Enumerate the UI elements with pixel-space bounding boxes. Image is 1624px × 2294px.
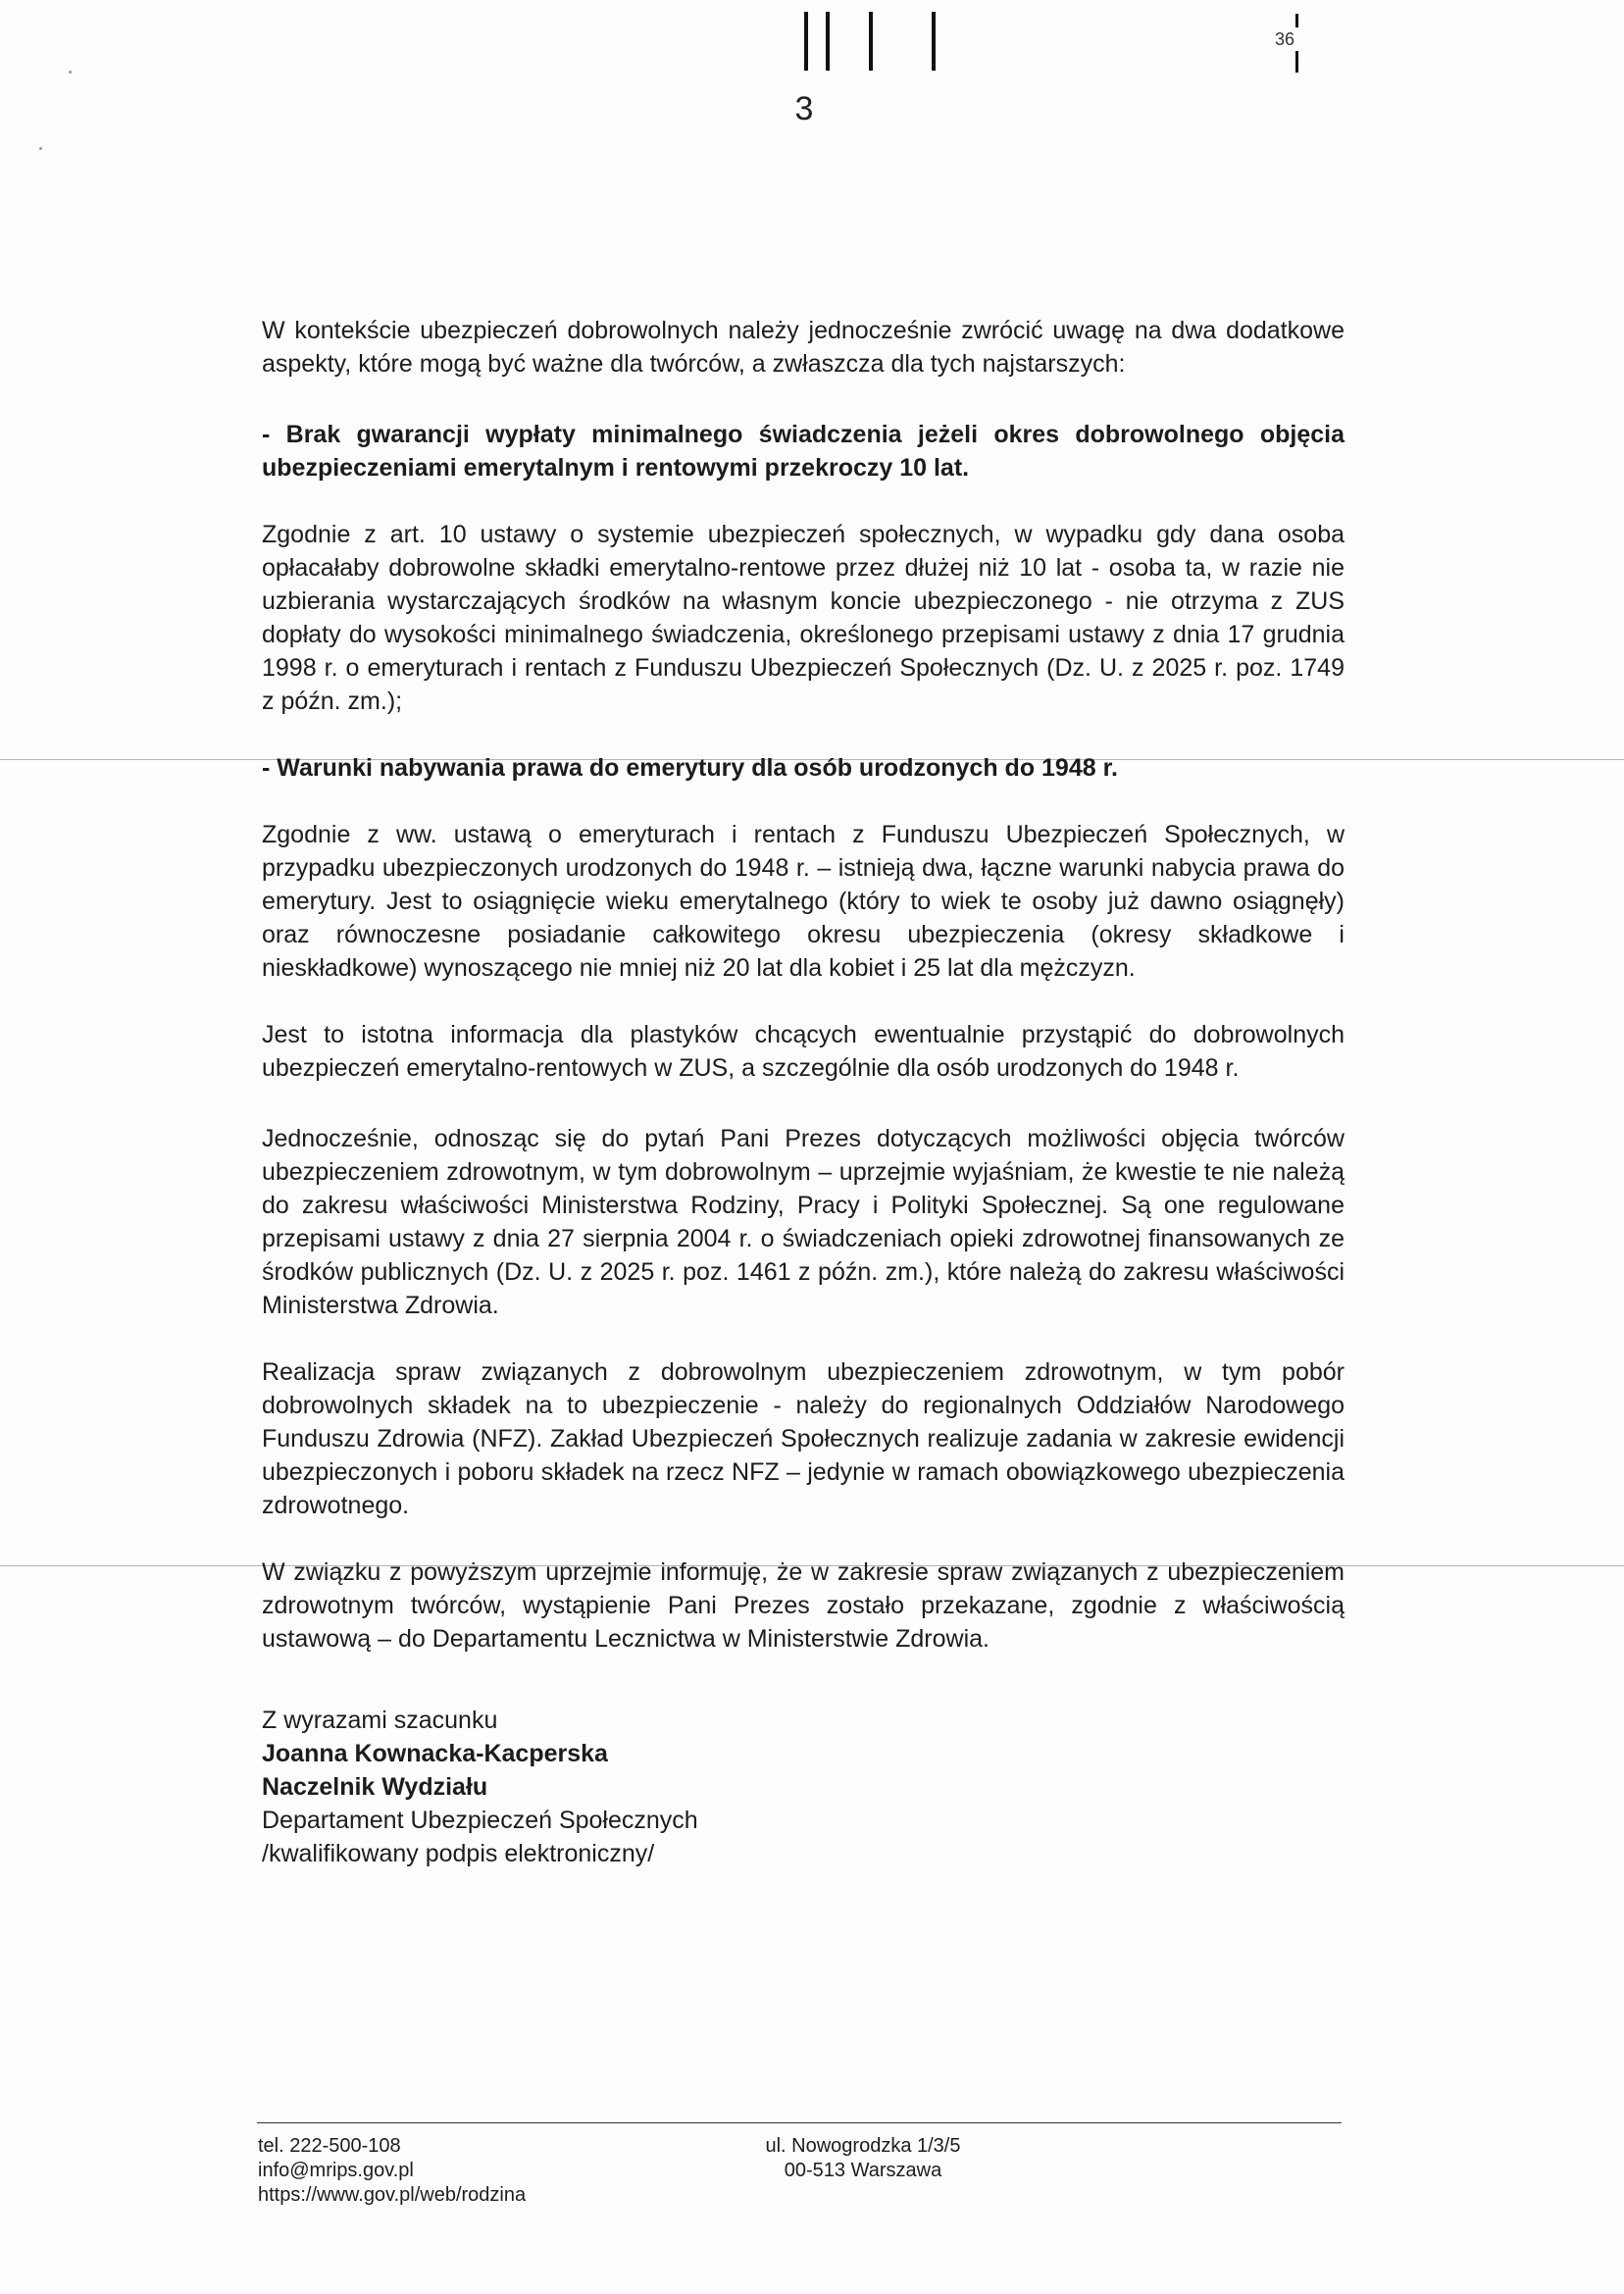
paragraph-retirement-conditions: Zgodnie z ww. ustawą o emeryturach i rentach z Funduszu Ubezpieczeń Społecznych, w przypadku ubezpieczonych urodzonych do 1948 r. – istnieją dwa, łączne warunki nabycia prawa do emerytury. Jest to osiągnięcie wieku emerytalnego (który to wiek te osoby już dawno osiągnęły) oraz równoczesne posiadanie całkowitego okresu ubezpieczenia (okresy składkowe i nieskładkowe) wynoszącego nie mniej niż 20 lat dla kobiet i 25 lat dla mężczyzn. bbox=[262, 821, 1345, 982]
closing-line: Z wyrazami szacunku bbox=[262, 1707, 498, 1734]
signatory-title: Naczelnik Wydziału bbox=[262, 1773, 488, 1801]
page-number: 3 bbox=[794, 90, 814, 127]
paragraph-artists-info: Jest to istotna informacja dla plastyków chcących ewentualnie przystąpić do dobrowolnych ubezpieczeń emerytalno-rentowych w ZUS, a szczególnie dla osób urodzonych do 1948 r. bbox=[262, 1021, 1345, 1082]
footer-website[interactable]: https://www.gov.pl/web/rodzina bbox=[258, 2184, 527, 2206]
signatory-department: Departament Ubezpieczeń Społecznych bbox=[262, 1807, 698, 1834]
electronic-signature-note: /kwalifikowany podpis elektroniczny/ bbox=[262, 1840, 655, 1867]
paragraph-transfer: W związku z powyższym uprzejmie informuję, że w zakresie spraw związanych z ubezpieczeniem zdrowotnym twórców, wystąpienie Pani Prezes zostało przekazane, zgodnie z właściwością ustawową – do Departamentu Lecznictwa w Ministerstwie Zdrowia. bbox=[262, 1558, 1345, 1653]
section-heading-minimum-benefit: - Brak gwarancji wypłaty minimalnego świadczenia jeżeli okres dobrowolnego objęcia ubezpieczeniami emerytalnym i rentowymi przekroczy 10 lat. bbox=[262, 421, 1345, 482]
paragraph-intro: W kontekście ubezpieczeń dobrowolnych należy jednocześnie zwrócić uwagę na dwa dodatkowe aspekty, które mogą być ważne dla twórców, a zwłaszcza dla tych najstarszych: bbox=[262, 317, 1345, 378]
registration-bars bbox=[804, 12, 941, 71]
signature-block bbox=[262, 1704, 698, 1870]
paragraph-nfz: Realizacja spraw związanych z dobrowolnym ubezpieczeniem zdrowotnym, w tym pobór dobrowolnych składek na to ubezpieczenie - należy do regionalnych Oddziałów Narodowego Funduszu Zdrowia (NFZ). Zakład Ubezpieczeń Społecznych realizuje zadania w zakresie ewidencji ubezpieczonych i poboru składek na rzecz NFZ – jedynie w ramach obowiązkowego ubezpieczenia zdrowotnego. bbox=[262, 1358, 1345, 1519]
sheet-tick-top bbox=[1295, 14, 1298, 27]
section-heading-retirement-conditions: - Warunki nabywania prawa do emerytury dla osób urodzonych do 1948 r. bbox=[262, 754, 1118, 782]
footer-contact bbox=[258, 2134, 526, 2208]
footer-phone: tel. 222-500-108 bbox=[258, 2135, 401, 2157]
footer-email[interactable]: info@mrips.gov.pl bbox=[258, 2160, 414, 2181]
sheet-number: 36 bbox=[1275, 29, 1295, 49]
footer-divider bbox=[257, 2122, 1342, 2123]
scan-speck bbox=[39, 147, 42, 150]
footer-address bbox=[765, 2134, 961, 2183]
footer-street: ul. Nowogrodzka 1/3/5 bbox=[765, 2135, 961, 2157]
scan-speck bbox=[69, 71, 72, 74]
signatory-name: Joanna Kownacka-Kacperska bbox=[262, 1740, 608, 1767]
footer-city: 00-513 Warszawa bbox=[784, 2160, 942, 2181]
paragraph-article-10: Zgodnie z art. 10 ustawy o systemie ubezpieczeń społecznych, w wypadku gdy dana osoba opłacałaby dobrowolne składki emerytalno-rentowe przez dłużej niż 10 lat - osoba ta, w razie nie uzbierania wystarczających środków na własnym koncie ubezpieczonego - nie otrzyma z ZUS dopłaty do wysokości minimalnego świadczenia, określonego przepisami ustawy z dnia 17 grudnia 1998 r. o emeryturach i rentach z Funduszu Ubezpieczeń Społecznych (Dz. U. z 2025 r. poz. 1749 z późn. zm.); bbox=[262, 521, 1345, 715]
sheet-tick-bottom bbox=[1295, 51, 1298, 73]
letter-body bbox=[262, 314, 1345, 1656]
paragraph-health-insurance: Jednocześnie, odnosząc się do pytań Pani Prezes dotyczących możliwości objęcia twórców ubezpieczeniem zdrowotnym, w tym dobrowolnym – uprzejmie wyjaśniam, że kwestie te nie należą do zakresu właściwości Ministerstwa Rodziny, Pracy i Polityki Społecznej. Są one regulowane przepisami ustawy z dnia 27 sierpnia 2004 r. o świadczeniach opieki zdrowotnej finansowanych ze środków publicznych (Dz. U. z 2025 r. poz. 1461 z późn. zm.), które należą do zakresu właściwości Ministerstwa Zdrowia. bbox=[262, 1125, 1345, 1319]
